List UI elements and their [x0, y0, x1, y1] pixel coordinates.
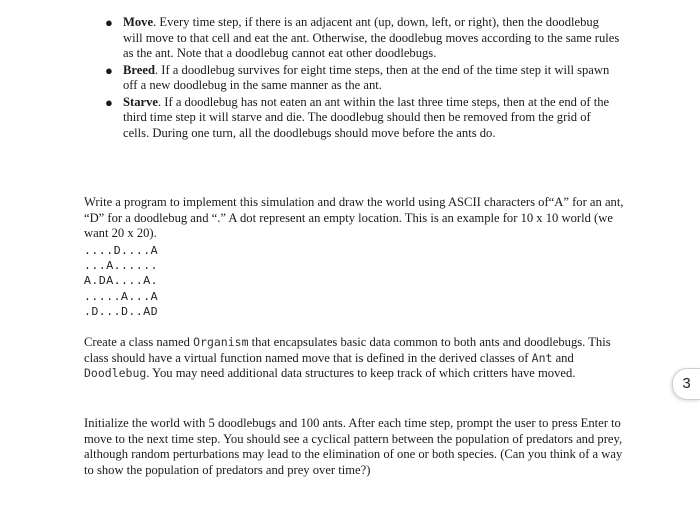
- organism-class-paragraph: [84, 335, 624, 382]
- list-item: [105, 95, 620, 142]
- grid-row: ...A......: [84, 260, 159, 274]
- text-span: . You may need additional data structures to keep track of which critters have moved.: [146, 366, 576, 380]
- code-ant: Ant: [531, 350, 553, 365]
- rule-text: . If a doodlebug survives for eight time steps, then at the end of the time step it will spawn off a new doodlebug in the same manner as the ant.: [123, 62, 610, 92]
- initialize-world-paragraph: Initialize the world with 5 doodlebugs and 100 ants. After each time step, prompt the user to press Enter to move to the next time step. You should see a cyclical pattern between the population of predators and prey, although random perturbations may lead to the elimination of one or both species. (Can you think of a way to show the population of predators and prey over time?): [84, 416, 623, 477]
- rule-text: . Every time step, if there is an adjacent ant (up, down, left, or right), then the doodlebug will move to that cell and eat the ant. Otherwise, the doodlebug moves according to the same rules as the ant. Note that a doodlebug cannot eat other doodlebugs.: [123, 15, 620, 60]
- text-span: Create a class named: [84, 335, 194, 349]
- doodlebug-rules-list: [105, 15, 620, 142]
- rule-title: Breed: [123, 62, 155, 77]
- list-item: [105, 63, 620, 94]
- code-doodlebug: Doodlebug: [84, 366, 147, 380]
- bullet-icon: ●: [105, 94, 113, 110]
- grid-row: ....D....A: [84, 245, 159, 258]
- rule-title: Move: [123, 15, 154, 29]
- list-item: [105, 15, 620, 62]
- bullet-icon: ●: [105, 15, 113, 30]
- ascii-world-example: [84, 244, 158, 320]
- text-span: that encapsulates basic data common to both ants and doodlebugs. This class should have a virtual function named move that is defined in the derived classes of: [84, 335, 611, 365]
- grid-row: A.DA....A.: [84, 275, 159, 289]
- program-description-paragraph: Write a program to implement this simulation and draw the world using ASCII characters of“A” for an ant, “D” for a doodlebug and “.” A dot represent an empty location. This is an example for 10 x 10 world (we want 20 x 20).: [84, 195, 624, 240]
- rule-text: . If a doodlebug has not eaten an ant within the last three time steps, then at the end of the third time step it will starve and die. The doodlebug should then be removed from the grid of cells. During one turn, all the doodlebugs should move before the ants do.: [123, 94, 610, 140]
- rule-title: Starve: [123, 94, 158, 109]
- text-span: and: [552, 350, 574, 365]
- grid-row: .D...D..AD: [84, 305, 159, 319]
- page-number-badge[interactable]: 3: [672, 368, 700, 400]
- code-organism: Organism: [193, 335, 249, 349]
- bullet-icon: ●: [105, 62, 113, 78]
- grid-row: .....A...A: [84, 290, 159, 304]
